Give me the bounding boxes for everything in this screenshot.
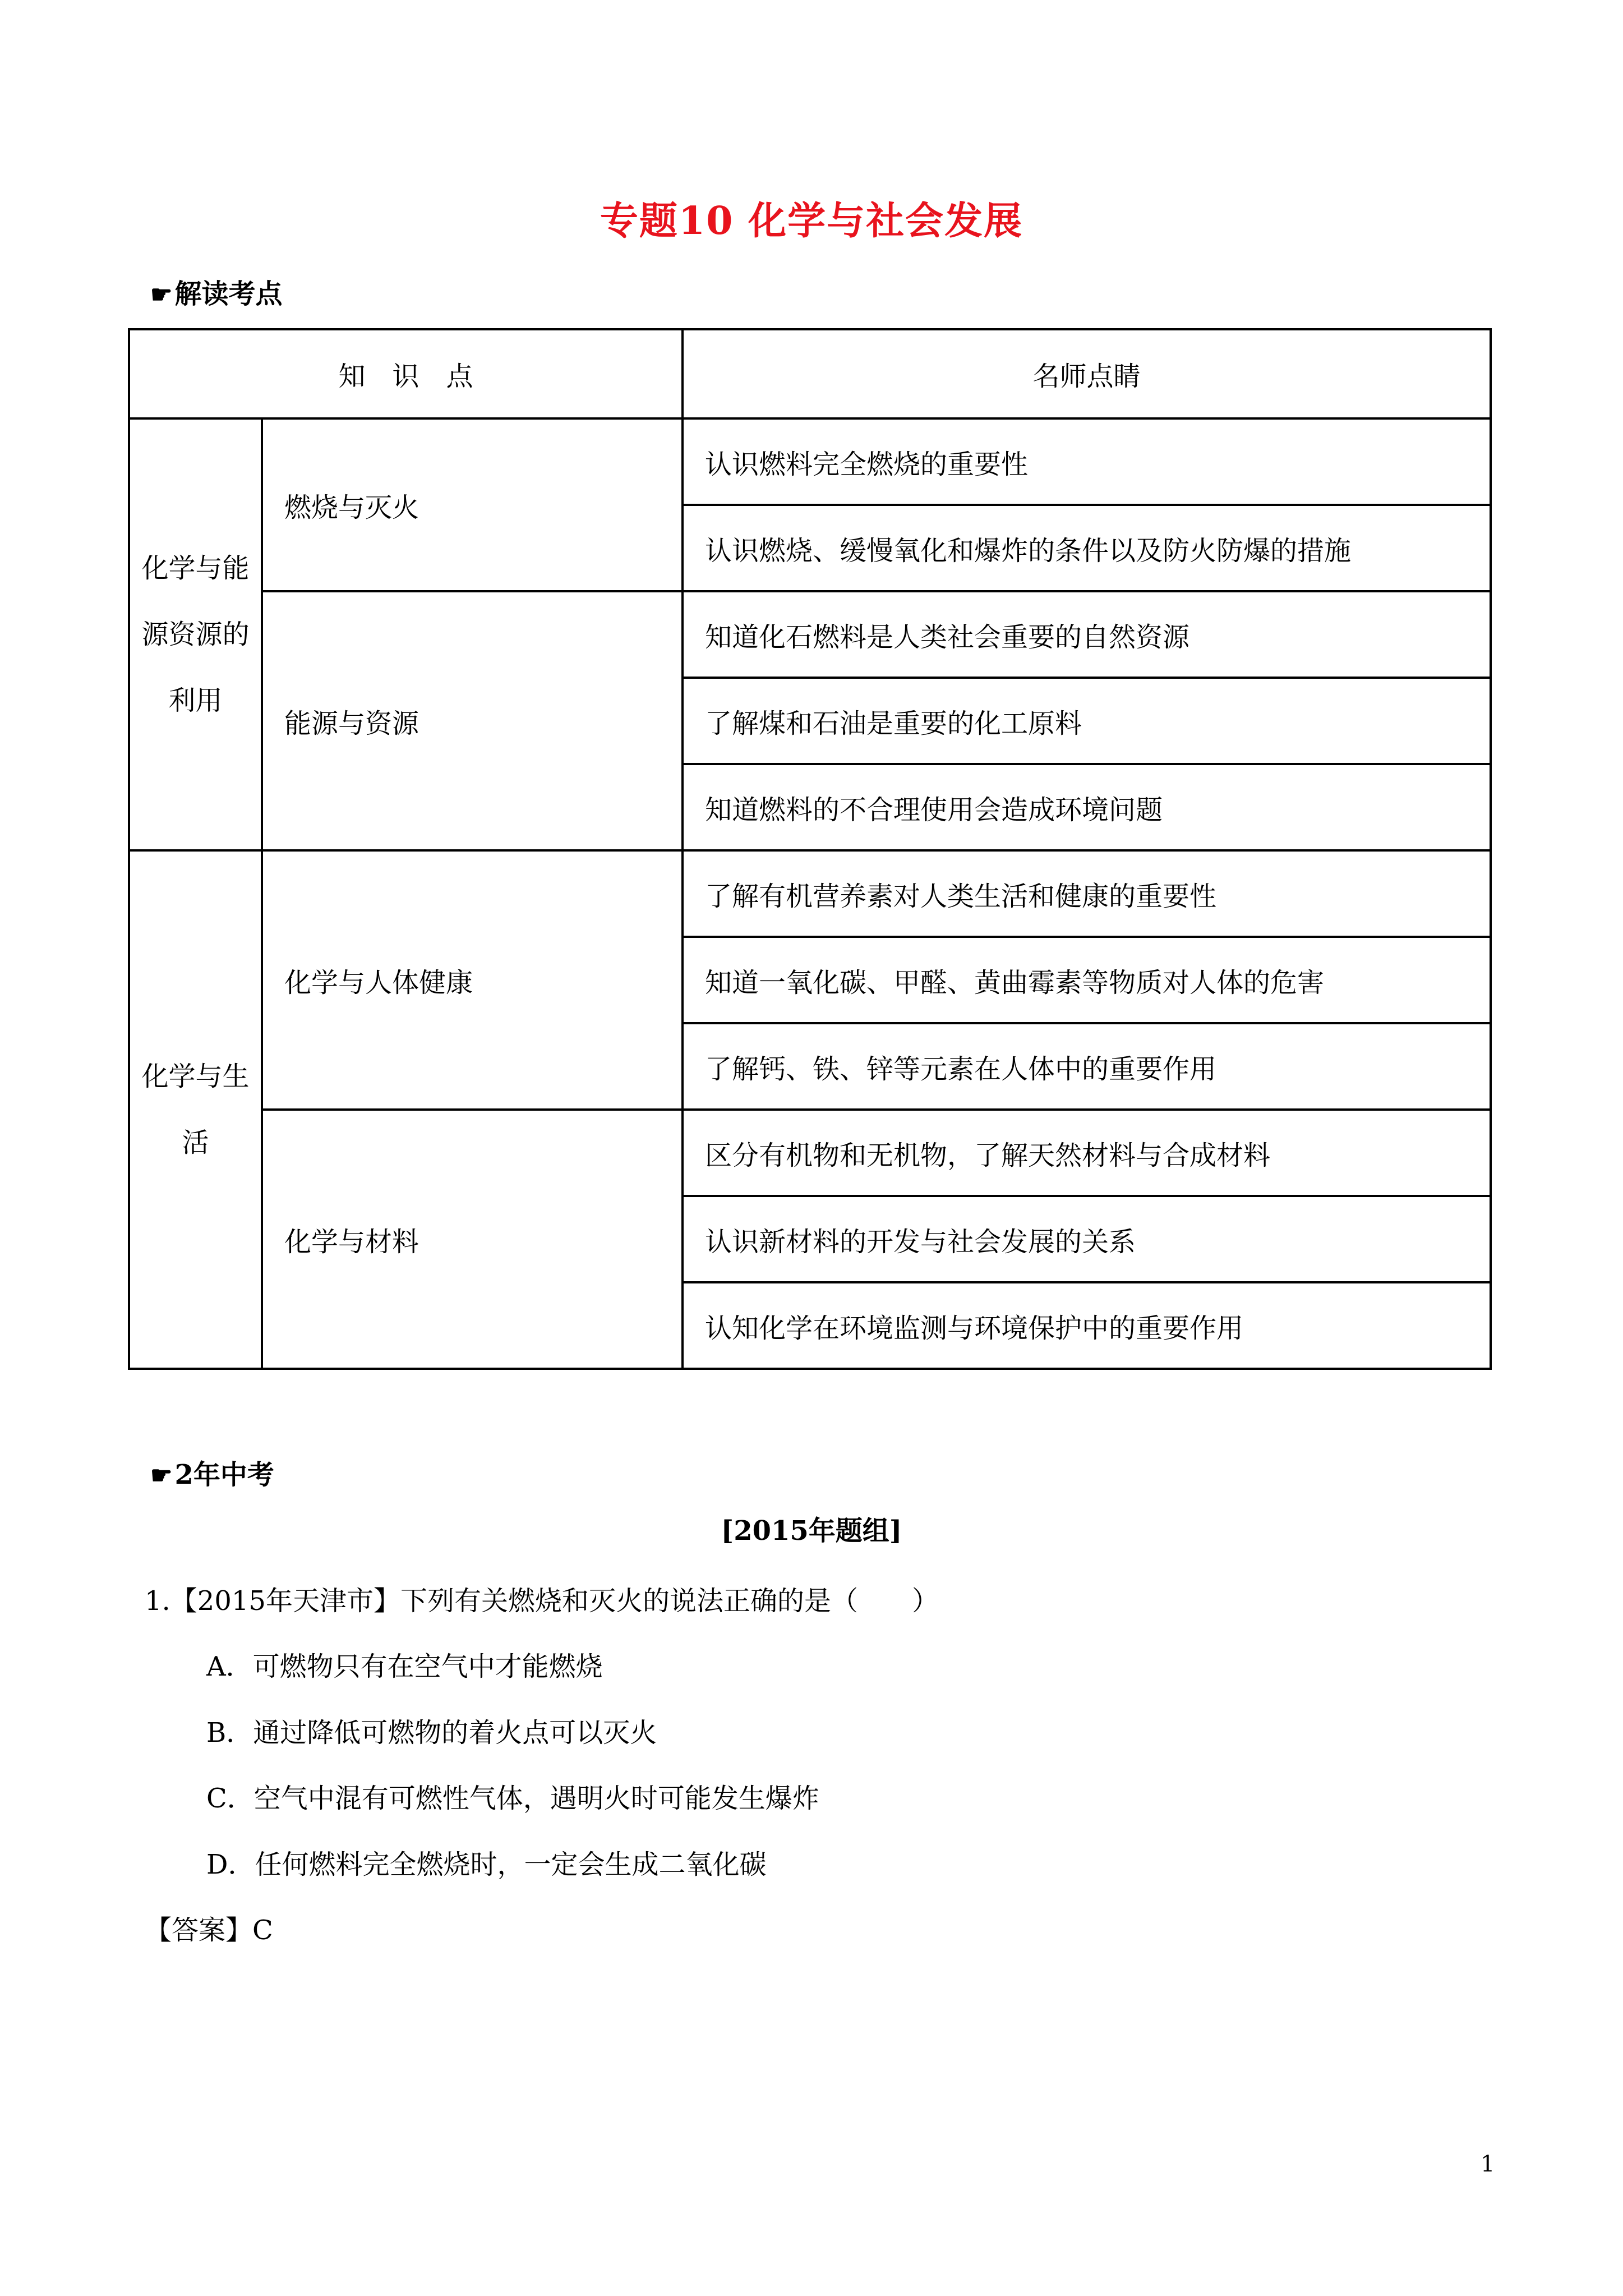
topic-cell: 化学与人体健康 (262, 850, 683, 1110)
table-row (129, 1110, 1491, 1196)
option-c: C．空气中混有可燃性气体，遇明火时可能发生爆炸 (206, 1783, 819, 1814)
section-heading-kaodian (150, 272, 282, 311)
section-label: 解读考点 (174, 278, 283, 310)
section-heading-zhongkao (150, 1453, 274, 1492)
point-cell: 区分有机物和无机物，了解天然材料与合成材料 (683, 1110, 1491, 1196)
point-cell: 认知化学在环境监测与环境保护中的重要作用 (683, 1282, 1491, 1369)
point-cell: 认识燃烧、缓慢氧化和爆炸的条件以及防火防爆的措施 (683, 505, 1491, 591)
point-cell: 认识新材料的开发与社会发展的关系 (683, 1196, 1491, 1282)
point-cell: 知道燃料的不合理使用会造成环境问题 (683, 764, 1491, 850)
answer-line: 【答案】C (145, 1915, 273, 1946)
page-number: 1 (1481, 2151, 1495, 2177)
table-header-row (129, 329, 1491, 418)
table-header-cell: 名师点睛 (683, 329, 1491, 418)
category-cell: 化学与能源资源的利用 (129, 418, 262, 850)
topic-cell: 化学与材料 (262, 1110, 683, 1369)
point-cell: 了解钙、铁、锌等元素在人体中的重要作用 (683, 1023, 1491, 1110)
table-row (129, 418, 1491, 505)
option-a: A．可燃物只有在空气中才能燃烧 (206, 1651, 603, 1682)
question-stem: 1.【2015年天津市】下列有关燃烧和灭火的说法正确的是（ ） (145, 1585, 939, 1617)
point-cell: 了解煤和石油是重要的化工原料 (683, 678, 1491, 764)
section-label: 2年中考 (174, 1459, 274, 1490)
point-cell: 认识燃料完全燃烧的重要性 (683, 418, 1491, 505)
point-cell: 知道一氧化碳、甲醛、黄曲霉素等物质对人体的危害 (683, 937, 1491, 1023)
table-header-cell: 知 识 点 (129, 329, 683, 418)
topic-cell: 能源与资源 (262, 591, 683, 850)
point-cell: 了解有机营养素对人类生活和健康的重要性 (683, 850, 1491, 937)
question-group-title: [2015年题组] (721, 1515, 902, 1547)
table-row (129, 591, 1491, 678)
page-title: 专题10 化学与社会发展 (600, 199, 1023, 243)
point-cell: 知道化石燃料是人类社会重要的自然资源 (683, 591, 1491, 678)
option-b: B．通过降低可燃物的着火点可以灭火 (206, 1717, 657, 1749)
pointing-hand-icon: ☛ (150, 280, 173, 309)
topic-cell: 燃烧与灭火 (262, 418, 683, 591)
pointing-hand-icon: ☛ (150, 1461, 173, 1490)
category-cell: 化学与生活 (129, 850, 262, 1369)
knowledge-table (128, 328, 1492, 1370)
table-row (129, 850, 1491, 937)
option-d: D．任何燃料完全燃烧时，一定会生成二氧化碳 (206, 1849, 767, 1880)
